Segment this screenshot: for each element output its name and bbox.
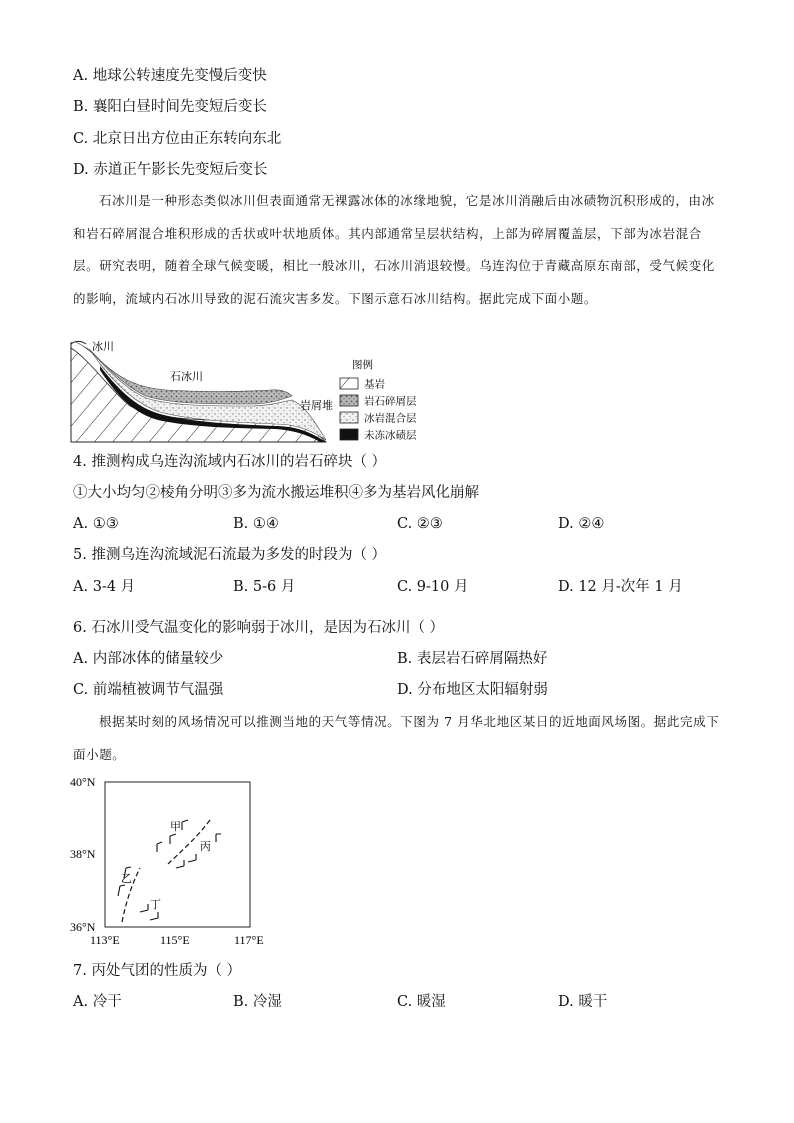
legend-title: 图例 — [352, 359, 373, 371]
q5-option-b: B. 5-6 月 — [233, 579, 296, 595]
wind-barb — [216, 834, 221, 842]
wind-barb — [150, 912, 158, 920]
legend-moraine-layer: 未冻冰碛层 — [364, 429, 417, 442]
q7-option-b: B. 冷湿 — [233, 994, 282, 1010]
lon-label-117: 117°E — [234, 933, 264, 947]
q3-option-b: B. 襄阳白昼时间先变短后变长 — [73, 99, 267, 115]
label-glacier: 冰川 — [92, 340, 114, 353]
point-bing: 丙 — [200, 841, 211, 853]
q7-option-d: D. 暖干 — [558, 994, 608, 1010]
wind-barb — [170, 834, 176, 844]
q7-stem: 7. 丙处气团的性质为（ ） — [73, 963, 242, 979]
label-debris-pile: 岩屑堆 — [300, 399, 333, 412]
wind-barb — [188, 854, 196, 862]
q3-option-d: D. 赤道正午影长先变短后变长 — [73, 162, 268, 178]
legend-bedrock: 基岩 — [364, 378, 385, 391]
q7-option-a: A. 冷干 — [73, 994, 122, 1010]
legend-swatch-bedrock — [340, 378, 358, 389]
q6-stem: 6. 石冰川受气温变化的影响弱于冰川，是因为石冰川（ ） — [73, 620, 445, 636]
q5-option-a: A. 3-4 月 — [73, 579, 136, 595]
label-rock-glacier: 石冰川 — [170, 370, 203, 383]
q6-option-c: C. 前端植被调节气温强 — [73, 682, 224, 698]
legend-debris-layer: 岩石碎屑层 — [364, 395, 417, 408]
wind-barb — [140, 904, 148, 912]
wind-field-map — [70, 772, 280, 950]
legend-swatch-mixed — [340, 412, 358, 423]
passage-wind-field: 根据某时刻的风场情况可以推测当地的天气等情况。下图为 7 月华北地区某日的近地面风场图。据此完成下面小题。 — [73, 714, 720, 762]
point-jia: 甲 — [170, 821, 181, 833]
rock-glacier-figure — [70, 340, 430, 446]
legend-swatch-moraine — [340, 429, 358, 440]
wind-barb — [157, 842, 162, 852]
wind-barb — [118, 885, 125, 896]
q3-option-a: A. 地球公转速度先变慢后变快 — [73, 68, 267, 84]
legend-mixed-layer: 冰岩混合层 — [364, 412, 417, 425]
lat-label-38: 38°N — [70, 847, 96, 861]
q5-stem: 5. 推测乌连沟流域泥石流最为多发的时段为（ ） — [73, 547, 387, 563]
q4-stem: 4. 推测构成乌连沟流域内石冰川的岩石碎块（ ） — [73, 454, 387, 470]
q5-option-d: D. 12 月-次年 1 月 — [558, 579, 683, 595]
map-frame — [105, 782, 250, 927]
q4-statements: ①大小均匀②棱角分明③多为流水搬运堆积④多为基岩风化崩解 — [73, 485, 479, 501]
lat-label-40: 40°N — [70, 775, 96, 789]
lon-label-115: 115°E — [160, 933, 190, 947]
wind-barbs — [118, 820, 221, 920]
legend-swatch-debris — [340, 395, 358, 406]
point-ding: 丁 — [150, 899, 161, 911]
q3-option-c: C. 北京日出方位由正东转向东北 — [73, 131, 282, 147]
wind-barb — [182, 820, 188, 830]
q4-option-a: A. ①③ — [73, 516, 119, 532]
q4-option-d: D. ②④ — [558, 516, 605, 532]
q6-option-d: D. 分布地区太阳辐射弱 — [397, 682, 548, 698]
passage-rock-glacier: 石冰川是一种形态类似冰川但表面通常无裸露冰体的冰缘地貌，它是冰川消融后由冰碛物沉积形成的，由冰和岩石碎屑混合堆积形成的舌状或叶状地质体。其内部通常呈层状结构，上部为碎屑覆盖层，下部为冰岩混合层。研究表明，随着全球气候变暖，相比一般冰川，石冰川消退较慢。乌连沟位于青藏高原东南部，受气候变化的影响，流域内石冰川导致的泥石流灾害多发。下图示意石冰川结构。据此完成下面小题。 — [73, 193, 715, 306]
q6-option-a: A. 内部冰体的储量较少 — [73, 651, 224, 667]
q4-option-c: C. ②③ — [397, 516, 443, 532]
lat-label-36: 36°N — [70, 920, 96, 934]
q4-option-b: B. ①④ — [233, 516, 279, 532]
q7-option-c: C. 暖湿 — [397, 994, 446, 1010]
lon-label-113: 113°E — [90, 933, 120, 947]
q6-option-b: B. 表层岩石碎屑隔热好 — [397, 651, 548, 667]
wind-barb — [176, 860, 184, 868]
point-yi: 乙 — [121, 873, 132, 885]
q5-option-c: C. 9-10 月 — [397, 579, 469, 595]
